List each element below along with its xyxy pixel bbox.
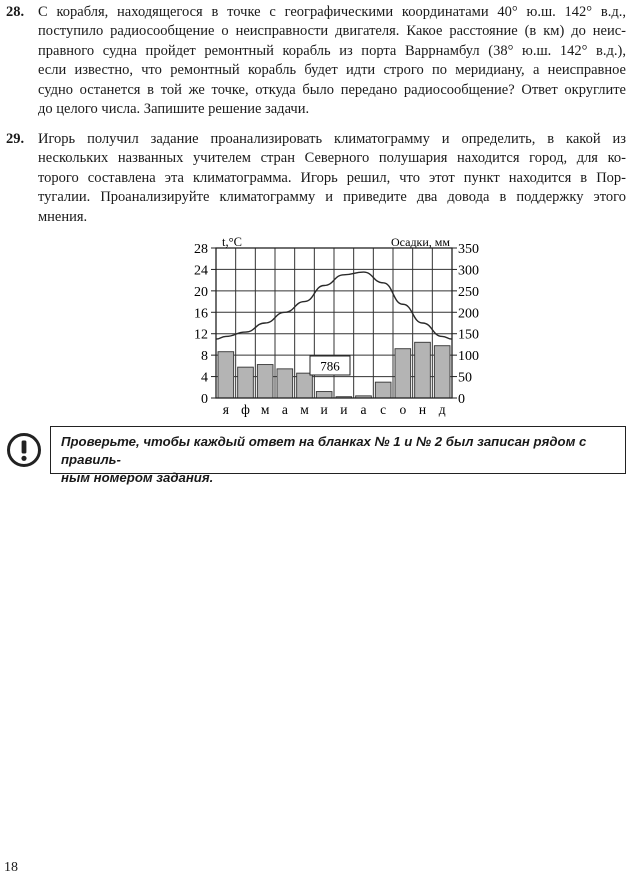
precipitation-bar xyxy=(415,342,431,398)
precipitation-bar xyxy=(395,349,411,398)
notice-box xyxy=(50,426,626,485)
left-tick-label: 8 xyxy=(201,349,208,365)
right-tick-label: 200 xyxy=(458,306,479,322)
task-29 xyxy=(6,130,626,227)
month-label: м xyxy=(300,402,309,417)
precipitation-bar xyxy=(375,382,391,398)
right-tick-label: 250 xyxy=(458,284,479,300)
left-tick-label: 4 xyxy=(201,370,208,386)
right-tick-label: 50 xyxy=(458,370,472,386)
precipitation-bar xyxy=(277,369,293,398)
notice-line-2: ным номером задания. xyxy=(61,470,214,485)
right-tick-label: 300 xyxy=(458,263,479,279)
task-28-line: поступило радиосообщение о неисправности двигателя. Какое расстояние (в км) до неис- xyxy=(38,23,626,40)
month-label: с xyxy=(380,402,387,417)
task-28-line: судно останется в той же точке, откуда было передано радиосообщение? Ответ округлите xyxy=(38,81,626,98)
month-label: а xyxy=(281,402,288,417)
task-28-number: 28. xyxy=(6,4,25,20)
precipitation-bar xyxy=(316,392,332,398)
month-label: д xyxy=(438,402,446,417)
left-tick-label: 16 xyxy=(194,306,208,322)
notice-text xyxy=(61,433,615,487)
right-tick-label: 0 xyxy=(458,392,465,407)
task-28-line: если известно, что ремонтный корабль будет идти строго по меридиану, а неисправное xyxy=(38,62,626,79)
left-tick-label: 28 xyxy=(194,242,208,257)
month-label: я xyxy=(222,402,229,417)
month-label: и xyxy=(320,402,328,417)
annual-precipitation-value: 786 xyxy=(320,358,340,374)
task-29-line: торого составлена эта климатограмма. Игорь решил, что этот пункт находится в Пор- xyxy=(38,169,626,186)
precipitation-bar xyxy=(297,373,313,398)
left-tick-label: 20 xyxy=(194,284,208,300)
right-tick-label: 100 xyxy=(458,349,479,365)
task-29-number: 29. xyxy=(6,131,25,147)
month-label: а xyxy=(360,402,367,417)
annual-precipitation-box xyxy=(310,356,350,375)
right-tick-label: 150 xyxy=(458,327,479,343)
task-28-line: до целого числа. Запишите решение задачи. xyxy=(38,101,310,118)
exclamation-circle-icon xyxy=(6,432,42,468)
precipitation-bar xyxy=(218,352,234,398)
task-28-line: правного судна пройдет ремонтный корабль из порта Варрнамбул (38° ю.ш. 142° в.д.), xyxy=(38,42,626,59)
task-29-line: Игорь получил задание проанализировать климатограмму и определить, в какой из xyxy=(38,131,626,147)
left-tick-label: 12 xyxy=(194,327,208,343)
month-label: н xyxy=(418,402,427,417)
precipitation-bar xyxy=(238,367,254,398)
precipitation-bar xyxy=(257,365,273,398)
temperature-axis-label: t,°С xyxy=(222,235,242,249)
month-label: м xyxy=(260,402,270,417)
climatogram xyxy=(182,232,502,418)
task-28 xyxy=(6,3,626,119)
left-tick-label: 24 xyxy=(194,263,208,279)
page-number: 18 xyxy=(4,860,18,875)
month-labels xyxy=(223,402,446,417)
right-tick-label: 350 xyxy=(458,242,479,257)
task-29-line: мнения. xyxy=(38,208,88,225)
task-29-line: нескольких названных учителем стран Северного полушария находится город, для ко- xyxy=(38,150,626,167)
task-28-text xyxy=(38,3,626,119)
task-29-text xyxy=(38,130,626,227)
month-label: и xyxy=(340,402,348,417)
precipitation-bar xyxy=(434,346,450,398)
month-label: о xyxy=(399,402,407,417)
precipitation-axis-label: Осадки, мм xyxy=(390,235,450,249)
month-label: ф xyxy=(241,402,250,417)
task-29-line: тугалии. Проанализируйте климатограмму и приведите два довода в поддержку этого xyxy=(38,189,626,206)
notice-line-1: Проверьте, чтобы каждый ответ на бланках № 1 и № 2 был записан рядом с правиль- xyxy=(61,434,587,467)
left-tick-label: 0 xyxy=(201,392,208,407)
task-28-line: С корабля, находящегося в точке с географическими координатами 40° ю.ш. 142° в.д., xyxy=(38,4,626,20)
